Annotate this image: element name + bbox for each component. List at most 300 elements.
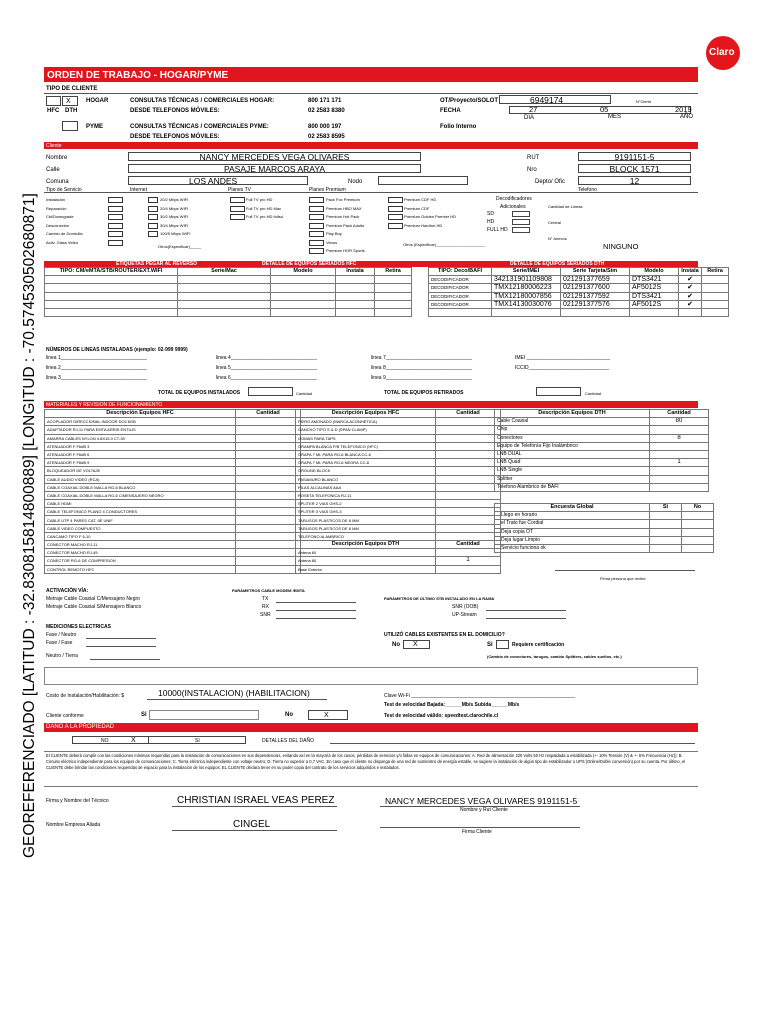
premium-checkbox[interactable]	[309, 240, 324, 246]
table-cell[interactable]	[429, 308, 492, 316]
velocidad-label: Test de velocidad Bajada:______Mb/s Subida______Mb/s	[384, 702, 520, 708]
danio-no-field[interactable]	[72, 736, 160, 744]
fecha-anio: 2019	[675, 105, 692, 114]
internet-label: Internet	[130, 187, 147, 193]
nro-field[interactable]	[578, 164, 691, 173]
ot-label: OT/Proyecto/SOLOT	[440, 98, 499, 104]
encuesta-item: el Trato fue Cordial	[495, 520, 650, 528]
internet-checkbox[interactable]	[148, 197, 158, 203]
total-instalados-label: TOTAL DE EQUIPOS INSTALADOS	[158, 390, 241, 396]
table-row	[296, 557, 501, 565]
quantity-cell[interactable]: 8	[650, 434, 709, 442]
table-row	[45, 426, 301, 434]
quantity-cell[interactable]	[236, 491, 301, 499]
table-row	[45, 508, 301, 516]
table-cell[interactable]	[336, 308, 375, 316]
depto-field[interactable]	[578, 176, 691, 185]
column-header: Encuesta Global	[495, 504, 650, 512]
table-row	[495, 459, 709, 467]
material-name: GROUND BLOCK	[296, 467, 436, 475]
linea-field[interactable]: linea 8_______________________________	[371, 365, 472, 371]
tv-option: Full TV pro HD	[246, 197, 273, 202]
table-cell[interactable]	[336, 292, 375, 300]
quantity-cell[interactable]	[436, 434, 501, 442]
cantidad-label-2: Cantidad	[585, 391, 602, 396]
table-cell[interactable]	[45, 276, 178, 284]
encuesta-no-cell[interactable]	[682, 512, 714, 520]
premium-checkbox[interactable]	[388, 214, 403, 220]
quantity-cell[interactable]	[650, 450, 709, 458]
detalles-danio-label: DETALLES DEL DAÑO	[262, 738, 314, 744]
fase-neutro-line	[86, 638, 156, 639]
quantity-cell[interactable]	[436, 508, 501, 516]
quantity-cell[interactable]	[236, 500, 301, 508]
cables-no-label: No	[392, 642, 400, 648]
deco-field[interactable]	[512, 211, 530, 217]
quantity-cell[interactable]	[436, 418, 501, 426]
cantidad-lineas-label: Cantidad de Lineas	[548, 204, 583, 209]
quantity-cell[interactable]	[236, 565, 301, 573]
quantity-cell[interactable]	[436, 500, 501, 508]
table-cell[interactable]: ✔	[679, 276, 702, 284]
deco-field[interactable]	[512, 227, 530, 233]
moviles-label-1: DESDE TELEFONOS MÓVILES:	[130, 108, 220, 114]
premium-checkbox[interactable]	[309, 248, 324, 254]
premium-option: Premium CDF HD	[404, 197, 437, 202]
quantity-cell[interactable]	[436, 532, 501, 540]
material-name: CABLE VIDEO COMPUESTO	[45, 524, 236, 532]
quantity-cell[interactable]	[650, 442, 709, 450]
premium-option: Pack Fox Premium	[326, 197, 360, 202]
table-cell[interactable]	[702, 292, 729, 300]
table-row	[45, 565, 301, 573]
table-cell[interactable]	[702, 308, 729, 316]
table-cell[interactable]: 021291377600	[561, 284, 630, 292]
material-name: CABLE COAXIAL DOBLE MALLA RG-6 C/MENSAJERO NEGRO	[45, 491, 236, 499]
material-name: BLOQUEADOR DE VOLTAJE	[45, 467, 236, 475]
table-row	[45, 442, 301, 450]
material-name: Chip	[495, 426, 650, 434]
upstream-line	[486, 618, 566, 619]
materiales-hfc-table-2	[295, 409, 501, 574]
table-row	[45, 532, 301, 540]
deco-field[interactable]	[512, 219, 530, 225]
table-cell[interactable]	[702, 300, 729, 308]
fecha-label: FECHA	[440, 108, 461, 114]
hd-label: HD	[487, 219, 495, 225]
table-row	[429, 300, 729, 308]
activacion-title: ACTIVACIÓN VÍA:	[46, 588, 89, 594]
certificacion-label: Requiere certificación	[512, 642, 565, 648]
dth-checkbox[interactable]	[62, 96, 78, 106]
service-type-label: Instalación	[46, 197, 66, 202]
linea-field[interactable]: linea 2_______________________________	[46, 365, 147, 371]
linea-field[interactable]: linea 5_______________________________	[216, 365, 317, 371]
nombre-field[interactable]	[128, 152, 421, 161]
tx-label: TX	[262, 596, 269, 602]
table-cell[interactable]	[178, 276, 271, 284]
table-cell[interactable]: TMX12180007856	[492, 292, 561, 300]
material-name: PILAS ALCALINAS AAA	[296, 483, 436, 491]
internet-option: 30/2 Mbps WIFI	[160, 214, 189, 219]
table-cell[interactable]: 021291377592	[561, 292, 630, 300]
conforme-si-checkbox[interactable]	[149, 710, 259, 720]
service-type-checkbox[interactable]	[108, 223, 123, 229]
encuesta-no-cell[interactable]	[682, 528, 714, 536]
table-cell[interactable]	[336, 300, 375, 308]
table-cell[interactable]	[45, 292, 178, 300]
material-name: LNB DUAL	[495, 450, 650, 458]
otros-esp-label: Otros (Especificar)______________________	[403, 242, 486, 247]
premium-option: Premium CDF	[404, 205, 430, 211]
planes-tv-label: Planes TV	[228, 187, 251, 193]
table-cell[interactable]: ✔	[679, 300, 702, 308]
table-cell[interactable]	[375, 292, 412, 300]
tipo-servicio-label: Tipo de Servicio	[46, 187, 82, 193]
encuesta-si-cell[interactable]	[650, 544, 682, 552]
quantity-cell[interactable]	[436, 491, 501, 499]
table-cell[interactable]: 021291377659	[561, 276, 630, 284]
premium-checkbox[interactable]	[309, 223, 324, 229]
activacion-opt-1: Metraje Cable Coaxial C/Mensajero Negro	[46, 596, 140, 602]
quantity-cell[interactable]	[436, 524, 501, 532]
rut-field[interactable]	[578, 152, 691, 161]
quantity-cell[interactable]: 80	[650, 418, 709, 426]
quantity-cell[interactable]	[236, 475, 301, 483]
sd-label: SD	[487, 211, 494, 217]
table-cell[interactable]: DECODIFICADOR	[429, 300, 492, 308]
table-header-row	[45, 268, 412, 276]
nodo-label: Nodo	[348, 179, 363, 185]
checkbox-mark: X	[66, 98, 71, 105]
column-header: Descripción Equipos DTH	[495, 410, 650, 418]
total-retirados-field[interactable]	[536, 387, 581, 396]
cables-no-checkbox[interactable]	[403, 640, 430, 649]
encuesta-si-cell[interactable]	[650, 520, 682, 528]
encuesta-no-cell[interactable]	[682, 544, 714, 552]
quantity-cell[interactable]	[436, 450, 501, 458]
encuesta-table	[494, 503, 714, 553]
snr-oob-line	[486, 610, 566, 611]
table-cell[interactable]	[375, 300, 412, 308]
column-header: Cantidad	[436, 410, 501, 418]
linea-field[interactable]: linea 3_______________________________	[46, 375, 147, 381]
cables-question: UTILIZÓ CABLES EXISTENTES EN EL DOMICILIO?	[384, 632, 505, 638]
tv-checkbox[interactable]	[230, 197, 245, 203]
imei-iccid-field[interactable]: ICCID_____________________________	[515, 365, 610, 371]
table-cell[interactable]	[178, 284, 271, 292]
material-name: Antena 60	[296, 549, 436, 557]
danio-si-field[interactable]	[148, 736, 246, 744]
cables-si-checkbox[interactable]	[496, 640, 509, 649]
premium-checkbox[interactable]	[388, 206, 403, 212]
dia-label: DIA	[524, 115, 535, 121]
table-cell[interactable]	[45, 300, 178, 308]
linea-field[interactable]: linea 6_______________________________	[216, 375, 317, 381]
tv-checkbox[interactable]	[230, 206, 245, 212]
quantity-cell[interactable]	[436, 459, 501, 467]
nombre-value: NANCY MERCEDES VEGA OLIVARES	[199, 152, 350, 162]
quantity-cell[interactable]	[436, 516, 501, 524]
encuesta-no-cell[interactable]	[682, 520, 714, 528]
quantity-cell[interactable]	[236, 426, 301, 434]
quantity-cell[interactable]	[236, 442, 301, 450]
table-cell[interactable]: ✔	[679, 292, 702, 300]
column-header: TIPO: Deco/BAFI	[429, 268, 492, 276]
quantity-cell[interactable]	[436, 565, 501, 573]
table-cell[interactable]	[271, 284, 336, 292]
dth-label: DTH	[65, 108, 78, 114]
column-header: Modelo	[271, 268, 336, 276]
quantity-cell[interactable]	[236, 549, 301, 557]
phone-moviles-2: 02 2583 8595	[308, 134, 345, 140]
service-type-checkbox[interactable]	[108, 197, 123, 203]
table-row	[495, 528, 714, 536]
quantity-cell[interactable]	[650, 467, 709, 475]
quantity-cell[interactable]	[236, 557, 301, 565]
linea-field[interactable]: linea 7_______________________________	[371, 355, 472, 361]
danio-mark: X	[131, 737, 136, 744]
service-type-label: Reparación	[46, 205, 67, 211]
danio-section-label: DAÑO A LA PROPIEDAD	[46, 724, 115, 730]
quantity-cell[interactable]	[236, 532, 301, 540]
material-name: CONECTOR MACHO RJ-45	[45, 549, 236, 557]
quantity-cell[interactable]	[236, 434, 301, 442]
material-name: PASAMURO BLANCO	[296, 475, 436, 483]
lineas-title: NÚMEROS DE LINEAS INSTALADAS (ejemplo: 02-999 9999)	[46, 347, 188, 353]
table-cell[interactable]	[375, 284, 412, 292]
table-cell[interactable]: 342131901109808	[492, 276, 561, 284]
internet-checkbox[interactable]	[148, 214, 158, 220]
hfc-label: HFC	[47, 108, 60, 114]
tipo-cliente-label: TIPO DE CLIENTE	[46, 86, 98, 92]
table-cell[interactable]: AF5012S	[630, 300, 679, 308]
table-cell[interactable]	[702, 276, 729, 284]
premium-checkbox[interactable]	[309, 231, 324, 237]
ncierre-label: N°Cierre	[636, 99, 652, 104]
nodo-field[interactable]	[378, 176, 468, 185]
column-header: Cantidad	[436, 541, 501, 549]
table-cell[interactable]	[630, 308, 679, 316]
encuesta-no-cell[interactable]	[682, 536, 714, 544]
table-header-row	[296, 541, 501, 549]
table-row	[495, 426, 709, 434]
table-cell[interactable]	[492, 308, 561, 316]
table-cell[interactable]	[178, 308, 271, 316]
quantity-cell[interactable]	[236, 418, 301, 426]
table-row	[495, 450, 709, 458]
table-cell[interactable]	[336, 276, 375, 284]
table-cell[interactable]	[271, 300, 336, 308]
quantity-cell[interactable]	[650, 426, 709, 434]
conforme-si-label: Si	[141, 712, 147, 718]
internet-option: 20/2 Mbps WIFI	[160, 197, 189, 202]
pyme-checkbox[interactable]	[62, 121, 78, 131]
costo-label: Costo de Instalación/Habilitación: $	[46, 693, 125, 699]
material-name: ATENUADOR F F6dB 3	[45, 442, 236, 450]
calle-field[interactable]	[128, 164, 421, 173]
imei-iccid-field[interactable]: IMEI ______________________________	[515, 355, 611, 361]
internet-checkbox[interactable]	[148, 223, 158, 229]
quantity-cell[interactable]	[236, 541, 301, 549]
material-name: ATENUADOR F F6dB 9	[45, 459, 236, 467]
linea-field[interactable]: linea 9_______________________________	[371, 375, 472, 381]
table-cell[interactable]	[702, 284, 729, 292]
empresa-name: CINGEL	[233, 819, 271, 830]
central-label: Central	[548, 220, 561, 225]
linea-field[interactable]: linea 1_______________________________	[46, 355, 147, 361]
quantity-cell[interactable]: 1	[436, 557, 501, 565]
comuna-label: Comuna	[46, 179, 69, 185]
quantity-cell[interactable]	[236, 524, 301, 532]
quantity-cell[interactable]	[436, 475, 501, 483]
table-header-row	[45, 410, 301, 418]
table-cell[interactable]	[271, 292, 336, 300]
table-row	[45, 300, 412, 308]
hfc-checkbox[interactable]	[46, 96, 61, 106]
table-cell[interactable]: TMX14130030076	[492, 300, 561, 308]
premium-checkbox[interactable]	[309, 206, 324, 212]
encuesta-item: Llego en horario	[495, 512, 650, 520]
quantity-cell[interactable]	[436, 483, 501, 491]
hfc-equipment-table	[44, 267, 412, 317]
table-row	[45, 500, 301, 508]
table-cell[interactable]: ✔	[679, 284, 702, 292]
quantity-cell[interactable]	[236, 467, 301, 475]
service-type-checkbox[interactable]	[108, 206, 123, 212]
table-cell[interactable]	[336, 284, 375, 292]
stb-title: PARÁMETROS DE ÚLTIMO STB INSTALADO EN LA RAMA	[384, 596, 495, 601]
danio-bar	[44, 723, 698, 732]
upstream-label: UP-Stream	[452, 612, 477, 618]
quantity-cell[interactable]	[436, 426, 501, 434]
cliente-conforme-label: Cliente conforme	[46, 713, 84, 719]
material-name: Cable Coaxial	[495, 418, 650, 426]
table-cell[interactable]: TMX12180006223	[492, 284, 561, 292]
quantity-cell[interactable]	[236, 450, 301, 458]
snr-label: SNR	[260, 612, 271, 618]
claro-logo	[706, 36, 740, 70]
checkbox-mark: X	[413, 641, 418, 648]
table-row	[45, 308, 412, 316]
table-cell[interactable]: DTS3421	[630, 292, 679, 300]
table-row	[45, 475, 301, 483]
internet-checkbox[interactable]	[148, 206, 158, 212]
table-row	[45, 292, 412, 300]
table-row	[296, 508, 501, 516]
internet-option: 30/4 Mbps WIFI	[160, 222, 189, 228]
table-row	[45, 483, 301, 491]
table-cell[interactable]: DECODIFICADOR	[429, 276, 492, 284]
service-type-label: Desconexión	[46, 222, 70, 228]
table-row	[45, 524, 301, 532]
nombre-rut-label: Nombre y Rut Cliente	[460, 807, 508, 813]
table-cell[interactable]: DECODIFICADOR	[429, 292, 492, 300]
service-type-checkbox[interactable]	[108, 214, 123, 220]
table-cell[interactable]	[375, 276, 412, 284]
table-cell[interactable]	[271, 308, 336, 316]
conforme-no-checkbox[interactable]	[308, 710, 348, 720]
total-retirados-label: TOTAL DE EQUIPOS RETIRADOS	[384, 390, 464, 396]
ot-field[interactable]	[499, 95, 611, 104]
linea-field[interactable]: linea 4_______________________________	[216, 355, 317, 361]
quantity-cell[interactable]	[236, 508, 301, 516]
table-row	[495, 418, 709, 426]
table-cell[interactable]	[178, 300, 271, 308]
table-header-row	[429, 268, 729, 276]
material-name: Antena 80	[296, 557, 436, 565]
premium-checkbox[interactable]	[309, 214, 324, 220]
quantity-cell[interactable]	[236, 516, 301, 524]
consultas-hogar: CONSULTAS TÉCNICAS / COMERCIALES HOGAR:	[130, 98, 275, 104]
tv-checkbox[interactable]	[230, 214, 245, 220]
table-cell[interactable]	[45, 284, 178, 292]
table-row	[45, 491, 301, 499]
quantity-cell[interactable]	[650, 483, 709, 491]
table-cell[interactable]: 021291377576	[561, 300, 630, 308]
table-row	[429, 284, 729, 292]
quantity-cell[interactable]	[436, 549, 501, 557]
adicionales-label: Adicionales	[500, 204, 526, 210]
premium-option: Premium HBO MAX	[326, 205, 362, 211]
material-name: CABLE COAXIAL DOBLE MALLA RG-6 BLANCO	[45, 483, 236, 491]
table-cell[interactable]	[561, 308, 630, 316]
table-cell[interactable]	[375, 308, 412, 316]
table-cell[interactable]	[271, 276, 336, 284]
table-cell[interactable]: DECODIFICADOR	[429, 284, 492, 292]
comuna-field[interactable]	[128, 176, 308, 185]
table-cell[interactable]: AF5012S	[630, 284, 679, 292]
costo-value: 10000(INSTALACION) (HABILITACION)	[158, 688, 310, 698]
quantity-cell[interactable]: 1	[650, 459, 709, 467]
premium-checkbox[interactable]	[388, 223, 403, 229]
fecha-mes: 05	[600, 105, 609, 114]
table-row	[495, 536, 714, 544]
quantity-cell[interactable]	[236, 459, 301, 467]
material-name: CABLE UTP 4 PARES CAT. 5E UNIF	[45, 516, 236, 524]
encuesta-si-cell[interactable]	[650, 512, 682, 520]
encuesta-si-cell[interactable]	[650, 536, 682, 544]
column-header: Descripción Equipos DTH	[296, 541, 436, 549]
quantity-cell[interactable]	[436, 467, 501, 475]
table-header-row	[495, 504, 714, 512]
table-cell[interactable]	[679, 308, 702, 316]
material-name: CONECTOR MACHO RJ-11	[45, 541, 236, 549]
internet-checkbox[interactable]	[148, 231, 158, 237]
tx-line	[276, 602, 356, 603]
observacion-field[interactable]	[44, 667, 698, 685]
service-type-label: Cbi/Downgrade	[46, 214, 74, 219]
quantity-cell[interactable]	[436, 442, 501, 450]
quantity-cell[interactable]	[236, 483, 301, 491]
table-cell[interactable]	[45, 308, 178, 316]
service-type-checkbox[interactable]	[108, 231, 123, 237]
material-name: FIERO AMONADO (MARCA ACONHETICA)	[296, 418, 436, 426]
hogar-label: HOGAR	[86, 98, 109, 104]
firma-tecnico-label: Firma y Nombre del Técnico	[46, 798, 109, 804]
table-cell[interactable]: DTS3421	[630, 276, 679, 284]
service-type-checkbox[interactable]	[108, 240, 123, 246]
premium-checkbox[interactable]	[309, 197, 324, 203]
material-name: GRAMPA BLANCA P/B TELEFONICO (HFC)	[296, 442, 436, 450]
internet-option: 100/5 Mbps WIFI	[160, 231, 191, 236]
total-instalados-field[interactable]	[248, 387, 293, 396]
table-row	[296, 450, 501, 458]
table-cell[interactable]	[178, 292, 271, 300]
quantity-cell[interactable]	[650, 475, 709, 483]
encuesta-si-cell[interactable]	[650, 528, 682, 536]
premium-checkbox[interactable]	[388, 197, 403, 203]
